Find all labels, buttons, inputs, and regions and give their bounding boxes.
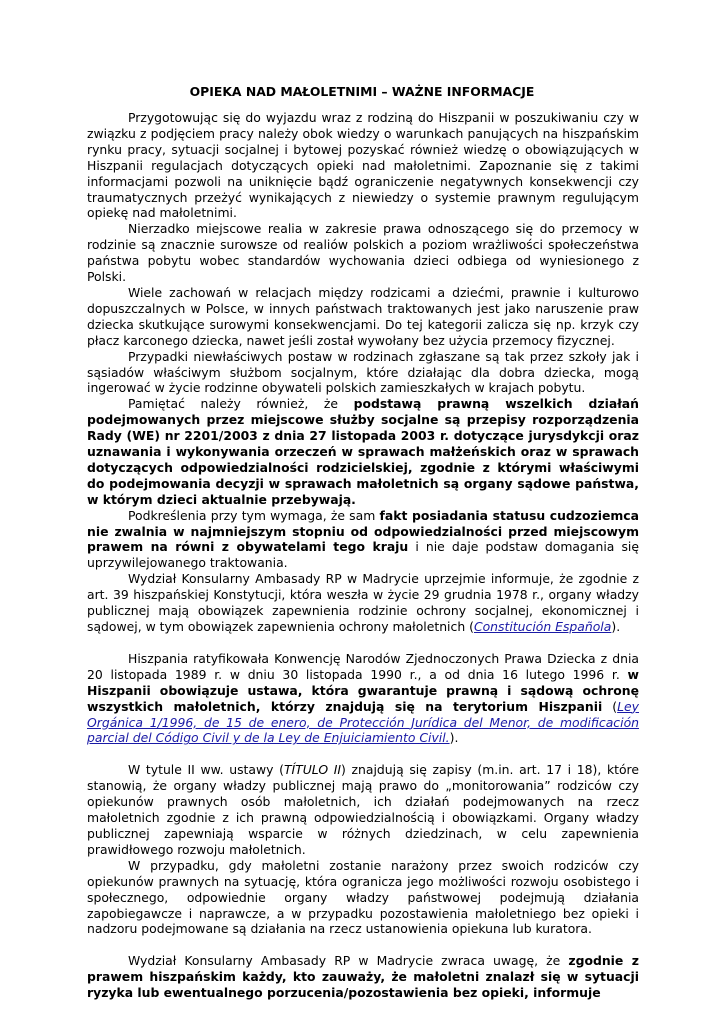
paragraph-5 bbox=[87, 396, 639, 507]
paragraph-6-bold: fakt posiadania statusu cudzoziemca nie zwalnia w najmniejszym stopniu od odpowiedzialności przed miejscowym prawem na równi z obywatelami tego kraju bbox=[87, 507, 639, 555]
paragraph-11 bbox=[87, 953, 639, 1001]
paragraph-3: Wiele zachowań w relacjach między rodzicami a dziećmi, prawnie i kulturowo dopuszczalnych w Polsce, w innych państwach traktowanych jest jako naruszenie praw dziecka skutkujące surowymi konsekwencjami. Do tej kategorii zalicza się np. krzyk czy płacz karconego dziecka, nawet jeśli został wywołany bez użycia przemocy fizycznej. bbox=[87, 284, 639, 348]
paragraph-9-italic: TÍTULO II bbox=[283, 762, 342, 778]
paragraph-4: Przypadki niewłaściwych postaw w rodzinach zgłaszane są tak przez szkoły jak i sąsiadów właściwym służbom socjalnym, które działając dla dobra dziecka, mogą ingerować w życie rodzinne obywateli polskich zamieszkałych w krajach pobytu. bbox=[87, 348, 639, 396]
paragraph-9 bbox=[87, 762, 639, 857]
paragraph-7-tail: ). bbox=[611, 619, 621, 634]
paragraph-1: Przygotowując się do wyjazdu wraz z rodziną do Hiszpanii w poszukiwaniu czy w związku z podjęciem pracy należy obok wiedzy o warunkach panujących na hiszpańskim rynku pracy, sytuacji socjalnej i bytowej pozyskać również wiedzę o obowiązujących w Hiszpanii regulacjach dotyczących opieki nad małoletnimi. Zapoznanie się z takimi informacjami pozwoli na uniknięcie bądź ograniczenie negatywnych konsekwencji czy traumatycznych przeżyć wynikających z niewiedzy o systemie prawnym regulującym opiekę nad małoletnimi. bbox=[87, 110, 639, 221]
paragraph-8-open: ( bbox=[602, 698, 618, 714]
constitucion-link[interactable]: Constitución Española bbox=[473, 619, 612, 634]
paragraph-5-text: Pamiętać należy również, że bbox=[128, 396, 354, 412]
paragraph-5-bold: podstawą prawną wszelkich działań podejmowanych przez miejscowe służby socjalne są przepisy rozporządzenia Rady (WE) nr 2201/2003 z dnia 27 listopada 2003 r. dotyczące jurysdykcji oraz uznawania i wykonywania orzeczeń w sprawach małżeńskich oraz w sprawach dotyczących odpowiedzialności rodzicielskiej, zgodnie z którymi właściwymi do podejmowania decyzji w sprawach małoletnich są organy sądowe państwa, w którym dzieci aktualnie przebywają. bbox=[87, 396, 639, 507]
paragraph-8-tail: ). bbox=[449, 730, 459, 746]
paragraph-11-bold: zgodnie z prawem hiszpańskim każdy, kto zauważy, że małoletni znalazł się w sytuacji ryzyka lub ewentualnego porzucenia/pozostawienia bez opieki, informuje bbox=[87, 953, 640, 1001]
paragraph-9-text: W tytule II ww. ustawy ( bbox=[128, 762, 284, 778]
paragraph-8-text: Hiszpania ratyfikowała Konwencję Narodów Zjednoczonych Prawa Dziecka z dnia 20 listopada 1989 r. w dniu 30 listopada 1990 r., a od dnia 16 lutego 1996 r. bbox=[87, 650, 639, 682]
paragraph-6-tail: i nie daje podstaw domagania się uprzywilejowanego traktowania. bbox=[87, 539, 639, 571]
paragraph-8 bbox=[87, 651, 639, 746]
paragraph-6-text: Podkreślenia przy tym wymaga, że sam bbox=[128, 507, 380, 523]
paragraph-7-text: Wydział Konsularny Ambasady RP w Madrycie uprzejmie informuje, że zgodnie z art. 39 hiszpańskiej Konstytucji, która weszła w życie 29 grudnia 1978 r., organy władzy publicznej mają obowiązek zapewnienia rodzinie ochrony socjalnej, ekonomicznej i sądowej, w tym obowiązek zapewnienia ochrony małoletnich ( bbox=[87, 571, 639, 634]
paragraph-6 bbox=[87, 508, 639, 572]
paragraph-2: Nierzadko miejscowe realia w zakresie prawa odnoszącego się do przemocy w rodzinie są znacznie surowsze od realiów polskich a poziom wrażliwości społeczeństwa państwa pobytu wobec standardów wychowania dzieci odbiega od wyniesionego z Polski. bbox=[87, 221, 639, 285]
paragraph-8-bold: w Hiszpanii obowiązuje ustawa, która gwarantuje prawną i sądową ochronę wszystkich małoletnich, którzy znajdują się na terytorium Hiszpanii bbox=[87, 666, 639, 714]
paragraph-10: W przypadku, gdy małoletni zostanie narażony przez swoich rodziców czy opiekunów prawnych na sytuację, która ogranicza jego możliwości rozwoju osobistego i społecznego, odpowiednie organy władzy państwowej podejmują działania zapobiegawcze i naprawcze, a w przypadku pozostawienia małoletniego bez opieki i nadzoru podejmowane są działania na rzecz ustanowienia opiekuna lub kuratora. bbox=[87, 857, 639, 937]
document-title: OPIEKA NAD MAŁOLETNIMI – WAŻNE INFORMACJE bbox=[189, 84, 535, 99]
document-body bbox=[87, 110, 639, 1001]
ley-organica-link[interactable]: Ley Orgánica 1/1996, de 15 de enero, de Protección Jurídica del Menor, de modificación parcial del Código Civil y de la Ley de Enjuiciamiento Civil. bbox=[87, 698, 639, 746]
paragraph-7 bbox=[87, 571, 639, 635]
paragraph-9-tail: ) znajdują się zapisy (m.in. art. 17 i 18), które stanowią, że organy władzy publicznej mają prawo do „monitorowania” rodziców czy opiekunów prawnych osób małoletnich, ich działań podejmowanych na rzecz małoletnich zgodnie z ich prawną odpowiedzialnością i obowiązkami. Organy władzy publicznej zapewniają wsparcie w różnych dziedzinach, w celu zapewnienia prawidłowego rozwoju małoletnich. bbox=[87, 762, 639, 857]
paragraph-11-text: Wydział Konsularny Ambasady RP w Madrycie zwraca uwagę, że bbox=[128, 953, 569, 969]
